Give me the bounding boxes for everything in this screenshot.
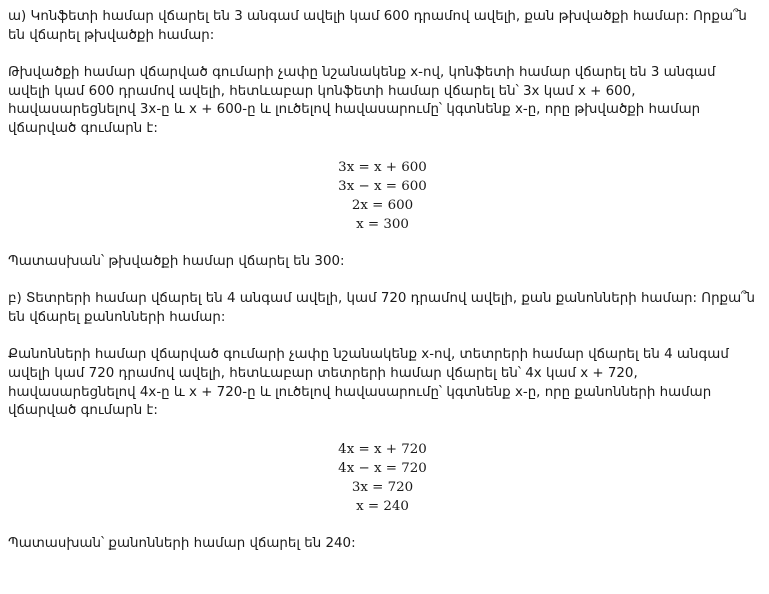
equation-line: 3x = x + 600 [338, 159, 427, 175]
answer-value: 300: [314, 253, 345, 269]
equation-line: 3x = 720 [351, 479, 414, 495]
equation-line: 2x = 600 [351, 197, 414, 213]
spacer [8, 45, 757, 64]
part-b-question: բ) Տետրերի համար վճարել են 4 անգամ ավելի, կամ 720 դրամով ավելի, քան քանոնների համար: Որքա՞ն են վճարել քանոնների համար: [8, 291, 756, 325]
spacer [8, 327, 757, 346]
part-b-answer [8, 535, 757, 554]
spacer [8, 234, 757, 253]
part-a-answer [8, 253, 757, 272]
answer-value: 240: [325, 535, 356, 551]
equation-line: 3x − x = 600 [338, 178, 427, 194]
equation-line: 4x − x = 720 [338, 460, 427, 476]
part-a-solution: Թխվածքի համար վճարված գումարի չափը նշանակենք x-ով, կոնֆետի համար վճարել են 3 անգամ ավելի կամ 600 դրամով ավելի, հետևաբար կոնֆետի համար վճարել են՝ 3x կամ x + 600, հավասարեցնելով 3x-ը և x + 600-ը և լուծելով հավասարումը՝ կգտնենք x-ը, որը թխվածքի համար վճարված գումարն է: [8, 65, 716, 136]
spacer [8, 421, 757, 440]
equation-line: x = 240 [356, 498, 409, 514]
part-b-solution: Քանոնների համար վճարված գումարի չափը նշանակենք x-ով, տետրերի համար վճարել են 4 անգամ ավելի կամ 720 դրամով ավելի, հետևաբար տետրերի համար վճարել են՝ 4x կամ x + 720, հավասարեցնելով 4x-ը և x + 720-ը և լուծելով հավասարումը՝ կգտնենք x-ը, որը քանոնների համար վճարված գումարն է: [8, 347, 729, 419]
equation-line: x = 300 [356, 216, 409, 232]
answer-label: Պատասխան՝ թխվածքի համար վճարել են [8, 253, 315, 269]
spacer [8, 139, 757, 158]
answer-label: Պատասխան՝ քանոնների համար վճարել են [8, 535, 326, 551]
part-a-equations [8, 158, 757, 234]
spacer [8, 271, 757, 290]
part-a-question: ա) Կոնֆետի համար վճարել են 3 անգամ ավելի կամ 600 դրամով ավելի, քան թխվածքի համար: Որքա՞ն են վճարել թխվածքի համար: [8, 9, 747, 43]
spacer [8, 516, 757, 535]
equation-line: 4x = x + 720 [338, 441, 427, 457]
part-b-equations [8, 440, 757, 516]
